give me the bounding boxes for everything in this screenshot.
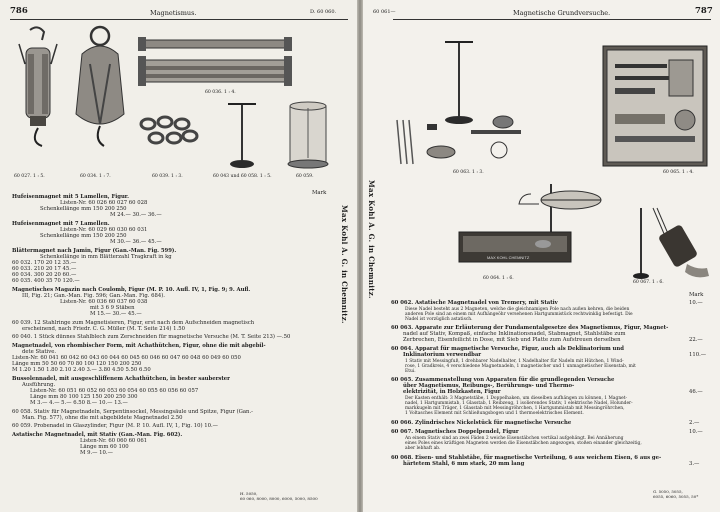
figure-caption: 60 027. 1 : 5. [14, 174, 45, 179]
text-line: Ausführung. [22, 382, 56, 388]
entry-price: 3.— [689, 461, 700, 467]
mark-column-header: Mark [689, 292, 704, 298]
figure-caption: 60 064. 1 : 6. [483, 276, 514, 281]
footer-code: G. 5050, 5055, [653, 489, 683, 494]
text-line: Listen-Nr. 60 060 60 061 [80, 438, 148, 444]
text-line: Astatische Magnetnadel, mit Stativ (Gan.-Man. Fig. 602). [12, 432, 183, 438]
text-line: 60 058. Stativ für Magnetnadeln, Serpentinsockel, Messingsäule und Spitze, Figur (Gan.- [12, 409, 253, 415]
entry-price: 10.— [689, 300, 703, 306]
entry-price: 110.— [689, 352, 707, 358]
magnetic-magazine-drawing [138, 37, 292, 86]
entry-price: 46.— [689, 389, 703, 395]
magnet-apparatus-drawing [459, 184, 601, 262]
text-line: 60 039. 12 Stahlringe zum Magnetisieren, Figur, erst nach dem Aufschneiden magnetisch [12, 320, 255, 326]
entry-line: 60 065. Zusammenstellung von Apparaten für die grundlegenden Versuche [391, 377, 615, 383]
entry-note: An einem Stativ sind an zwei Fäden 2 weiche Eisenstäbchen vertikal aufgehängt. Bei Annäherung [405, 436, 624, 441]
glass-cylinder-drawing [288, 102, 328, 168]
entry-line: 60 067. Magnetisches Doppelpendel, Figur [391, 429, 519, 435]
entry-line: über Magnetismus, Reibungs-, Berührungs- und Thermo- [403, 383, 575, 389]
apparatus-illustrations [391, 24, 715, 284]
entry-price: 22.— [689, 337, 703, 343]
figure-caption: 60 063. 1 : 3. [453, 170, 484, 175]
publisher-side-text: Max Kohl A. G. in Chemnitz. [340, 205, 349, 324]
text-line: Hufeisenmagnet mit 5 Lamellen, Figur. [12, 194, 129, 200]
text-line: Listen-Nr. 60 029 60 030 60 031 [60, 227, 148, 233]
entry-price: 2.— [689, 420, 700, 426]
text-line: Blättermagnet nach Jamin, Figur (Gan.-Man. Fig. 599). [12, 248, 177, 254]
running-head: Magnetische Grundversuche. [513, 9, 611, 17]
text-line: Länge mm 60 100 [80, 444, 129, 450]
text-line: Schenkellänge mm 150 200 250 [40, 206, 127, 212]
text-line: Magnetisches Magazin nach Coulomb, Figur (M. P. 10. Aufl. IV, 1, Fig. 9; 9. Aufl. [12, 287, 251, 293]
entry-line: Zerbrechen, Eisenfeilicht in Dose, mit Sieb und Platte zum Aufstreuen derselben [403, 337, 621, 343]
page-number: 787 [695, 6, 713, 16]
entry-note: nadel, 1 Hartgummistab, 1 Glasstab, 1 Reibzeug, 1 isolierendes Stativ, 1 elektrische Nadel, Holunder- [405, 401, 633, 406]
text-line: dete Stative. [22, 349, 57, 355]
horseshoe-magnet-drawing [76, 27, 124, 146]
running-code: 60 061— [373, 9, 396, 15]
horseshoe-magnet-drawing [19, 27, 57, 146]
text-line: erscheinend, nach Friedr. C. G. Müller (M. T. Seite 214) 1.50 [22, 326, 185, 332]
figure-caption: 60 065. 1 : 4. [663, 170, 694, 175]
text-line: 60 059. Probenadel in Glaszylinder, Figur (M. P. 10. Aufl. IV, 1, Fig. 10) 10.— [12, 423, 218, 429]
footer-code: 6055, 6060, 5055, 50* [653, 494, 699, 499]
entry-note: eines Poles eines kräftigen Magneten werden die Eisenstäbchen angezogen, stoßen einander gleichzeitig, [405, 441, 642, 446]
text-line: III, Fig. 21; Gan.-Man. Fig. 596; Gan.-Man. Fig. 684). [22, 293, 165, 299]
entry-line: 60 062. Astatische Magnetnadel von Tremery, mit Stativ [391, 300, 558, 306]
mark-column-header: Mark [312, 190, 327, 196]
entry-note: Diese Nadel besteht aus 2 Magneten, welche die gleichnamigen Pole nach außen kehren, die beiden [405, 307, 630, 312]
footer-code: 60 060, 8000, 8000, 6000, 5000, 8500 [240, 496, 318, 501]
text-line: Länge mm 50 50 60 70 80 100 120 150 200 250 [12, 361, 142, 367]
entry-note: Der Kasten enthält: 3 Magnetstäbe, 1 Doppelhaken, um dieselben aufhängen zu können, 1 Magnet- [405, 396, 628, 401]
steel-rings-drawing [141, 117, 197, 143]
entry-note: aber lebhaft ab. [405, 446, 441, 451]
text-line: Schenkellänge mm 150 200 250 [40, 233, 127, 239]
entry-note: anderen Pole sind an einem mit Aufhängeöhr versehenen Hartgummistück rechtwinklig befestigt. Die [405, 312, 633, 317]
double-pendulum-drawing [633, 208, 709, 279]
text-line: Listen-Nr. 60 041 60 042 60 043 60 044 60 045 60 046 60 047 60 048 60 049 60 050 [12, 355, 241, 361]
entry-line: Inklinatorium verwendbar [403, 352, 482, 358]
text-line: M 1.20 1.50 1.80 2.10 2.40 3.— 3.80 4.50 5.50 6.50 [12, 367, 151, 373]
apparatus-box-drawing [603, 46, 707, 166]
entry-line: 60 063. Apparate zur Erläuterung der Fundamentalgesetze des Magnetismus, Figur, Magnet- [391, 325, 669, 331]
right-page [363, 0, 720, 512]
text-line: Listen-Nr. 60 051 60 052 60 053 60 054 60 055 60 056 60 057 [30, 388, 199, 394]
fundamental-apparatus-drawing [397, 42, 521, 164]
running-head: Magnetismus. [150, 9, 197, 17]
text-line: Länge mm 80 100 125 150 200 250 300 [30, 394, 138, 400]
text-line: M 3.— 4.— 5.— 6.50 8.— 10.— 13.— [30, 400, 128, 406]
text-line: M 30.— 36.— 45.— [110, 239, 162, 245]
entry-note: 1 Stativ mit Messingfuß, 1 drehbarer Nadelhalter, 1 Nadelhalter für Nadeln mit Hütchen, 1 Wind- [405, 359, 624, 364]
entry-note: Etui. [405, 369, 416, 374]
footer-code: H. 5050, [240, 491, 258, 496]
entry-line: 60 066. Zylindrisches Nickelstück für magnetische Versuche [391, 420, 572, 426]
left-page [0, 0, 357, 512]
figure-caption: 60 043 und 60 058. 1 : 5. [213, 174, 272, 179]
text-line: 60 040. 1 Stück dünnes Stahlblech zum Zerschneiden für magnetische Versuche (M. T. Seite 213) —.50 [12, 334, 291, 340]
text-line: Listen-Nr. 60 036 60 037 60 038 [60, 299, 148, 305]
text-line: M 9.— 10.— [80, 450, 113, 456]
box-label: MAX KOHL CHEMNITZ [487, 255, 530, 260]
figure-caption: 60 067. 1 : 6. [633, 280, 664, 285]
text-line: M 24.— 30.— 36.— [110, 212, 162, 218]
text-line: mit 3 6 9 Stäben [90, 305, 135, 311]
text-line: Listen-Nr. 60 026 60 027 60 028 [60, 200, 148, 206]
needle-stand-drawing [228, 104, 256, 168]
entry-note: Nadel ist vorzüglich astatisch. [405, 317, 473, 322]
text-line: Magnetnadel, von rhombischer Form, mit Achathütchen, Figur, ohne die mit abgebil- [12, 343, 266, 349]
figure-caption: 60 034. 1 : 7. [80, 174, 111, 179]
entry-note: rose, 1 Gradkreis, 4 verschiedene Magnetnadeln, 1 magnetischer und 1 unmagnetischer Eisenstab, mit [405, 364, 636, 369]
text-line: 60 032. 170 20 12 35.— [12, 260, 77, 266]
text-line: M 15.— 30.— 45.— [90, 311, 142, 317]
magnet-illustrations [10, 24, 348, 174]
text-line: 60 034. 300 20 20 60.— [12, 272, 77, 278]
text-line: Hufeisenmagnet mit 7 Lamellen. [12, 221, 110, 227]
page-number: 786 [10, 6, 28, 16]
publisher-side-text: Max Kohl A. G. in Chemnitz. [367, 180, 376, 299]
text-line: 60 033. 210 20 17 45.— [12, 266, 77, 272]
entry-note: markkugeln mit Träger, 1 Glasstab mit Messingröhrchen, 1 Hartgummistab mit Messingröhrchen, [405, 406, 625, 411]
figure-caption: 60 039. 1 : 3. [152, 174, 183, 179]
text-line: Schenkellänge in mm Blätterzahl Tragkraft in kg [40, 254, 172, 260]
entry-line: 60 068. Eisen- und Stahlstäbe, für magnetische Verteilung, 6 aus weichem Eisen, 6 aus ge- [391, 455, 662, 461]
figure-caption: 60 059. [296, 174, 314, 179]
running-code: D. 60 060. [310, 9, 337, 15]
entry-line: 60 064. Apparat für magnetische Versuche, Figur, auch als Deklinatorium und [391, 346, 624, 352]
entry-line: elektrizität, in Holzkasten, Figur [403, 389, 501, 395]
figure-caption: 60 036. 1 : 4. [205, 90, 236, 95]
entry-price: 10.— [689, 429, 703, 435]
text-line: Bussolennadel, mit ausgeschliffenem Achathütchen, in bester sauberster [12, 376, 230, 382]
text-line: Man. Fig. 577), ohne die mit abgebildete Magnetnadel 2.50 [22, 415, 183, 421]
text-line: 60 035. 400 35 70 120.— [12, 278, 80, 284]
entry-line: härtetem Stahl, 6 mm stark, 20 mm lang [403, 461, 525, 467]
entry-note: 1 Voltasches Element mit Schließungsbogen und 1 thermoelektrisches Element. [405, 411, 584, 416]
entry-line: nadel auf Stativ, Kompaß, einfache Inklinationsnadel, Stabmagnet, Stahlstäbe zum [403, 331, 626, 337]
